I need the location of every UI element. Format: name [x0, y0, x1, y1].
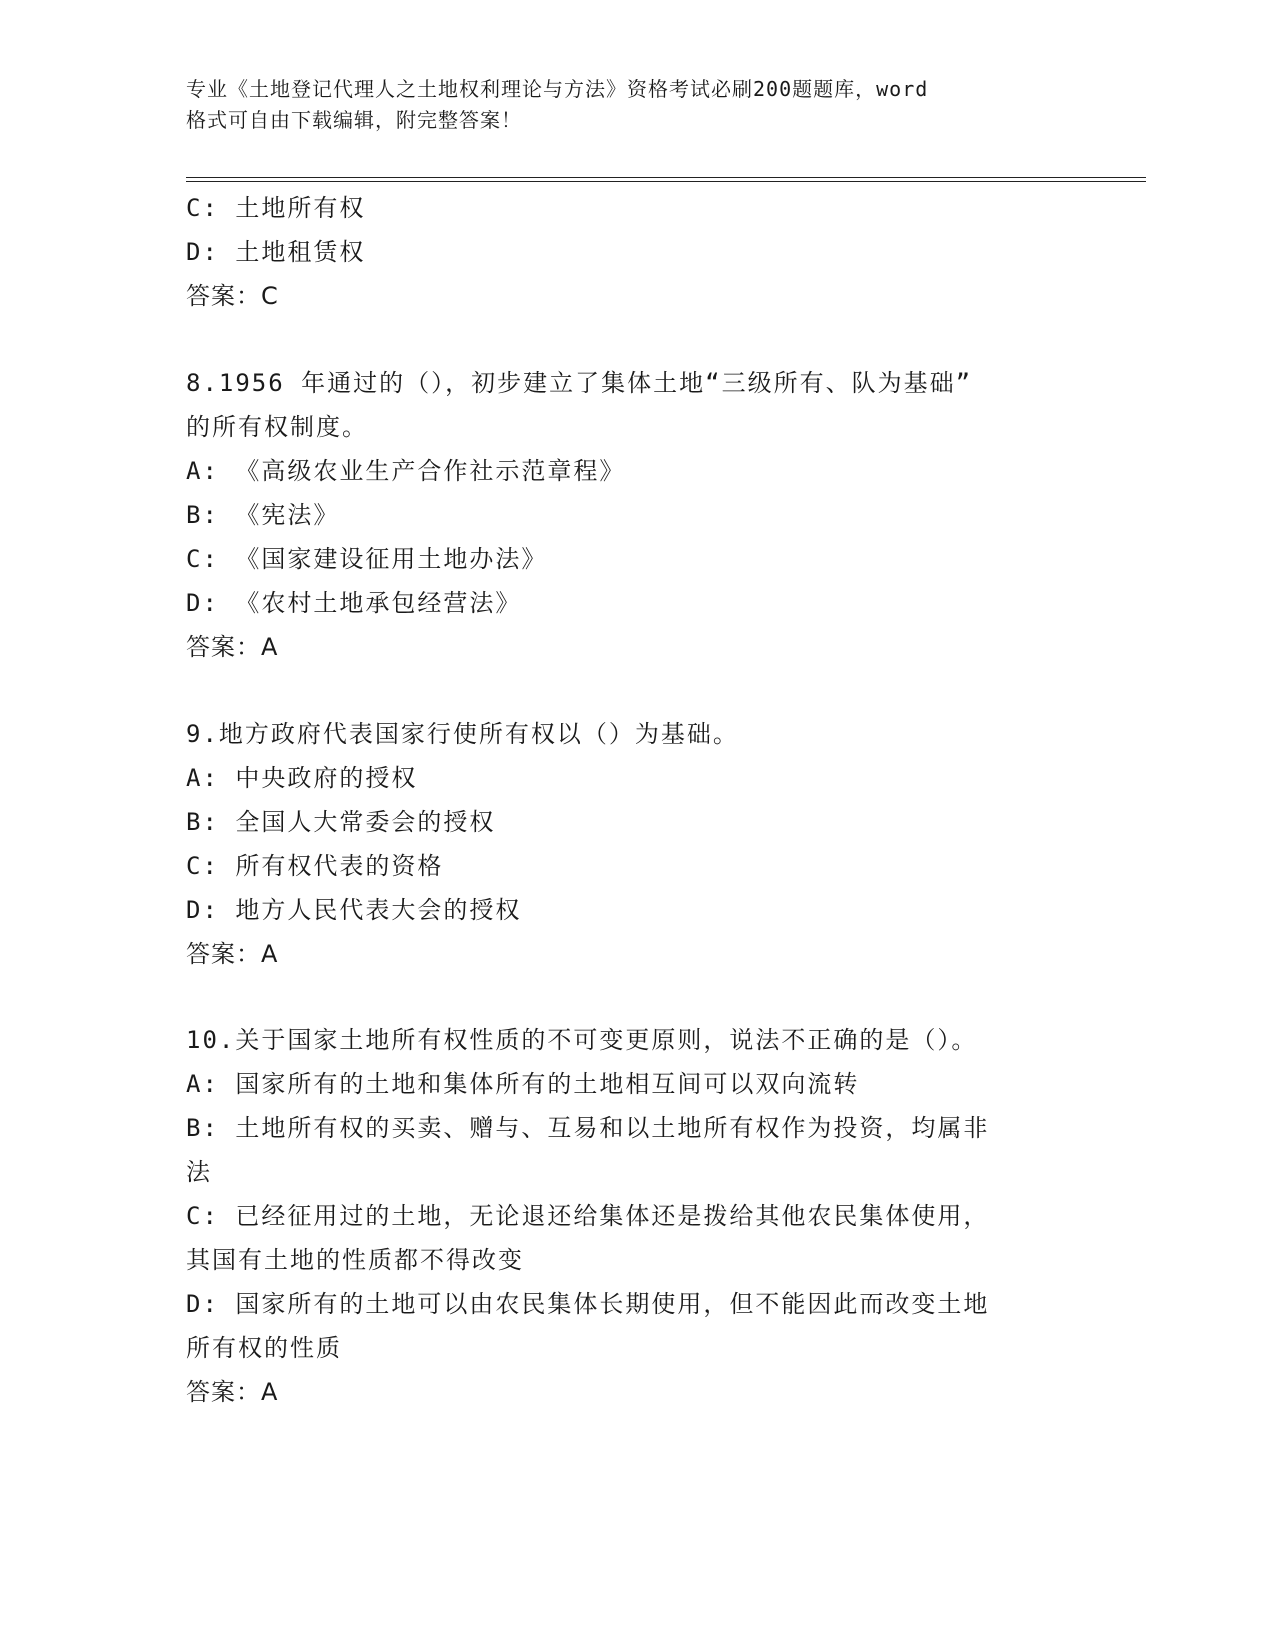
option-c-q7: C: 土地所有权 [186, 194, 366, 222]
question-10: 10.关于国家土地所有权性质的不可变更原则，说法不正确的是（）。 [186, 1026, 978, 1054]
option-c-q8: C: 《国家建设征用土地办法》 [186, 545, 548, 573]
option-b-q9: B: 全国人大常委会的授权 [186, 808, 496, 836]
option-b-q10-line-1: B: 土地所有权的买卖、赠与、互易和以土地所有权作为投资，均属非 [186, 1114, 990, 1142]
option-a-q9: A: 中央政府的授权 [186, 764, 418, 792]
option-d-q10-line-1: D: 国家所有的土地可以由农民集体长期使用，但不能因此而改变土地 [186, 1290, 990, 1318]
option-c-q9: C: 所有权代表的资格 [186, 852, 444, 880]
option-a-q8: A: 《高级农业生产合作社示范章程》 [186, 457, 626, 485]
option-d-q9: D: 地方人民代表大会的授权 [186, 896, 522, 924]
header-line-1: 专业《土地登记代理人之土地权利理论与方法》资格考试必刷200题题库，word [186, 77, 929, 101]
option-a-q10: A: 国家所有的土地和集体所有的土地相互间可以双向流转 [186, 1070, 860, 1098]
option-d-q10-line-2: 所有权的性质 [186, 1334, 342, 1362]
option-d-q7: D: 土地租赁权 [186, 238, 366, 266]
answer-q9: 答案：A [186, 940, 279, 968]
answer-q10: 答案：A [186, 1378, 279, 1406]
header-line-2: 格式可自由下载编辑，附完整答案！ [186, 108, 522, 132]
option-b-q8: B: 《宪法》 [186, 501, 340, 529]
question-8-line-1: 8.1956 年通过的（），初步建立了集体土地“三级所有、队为基础” [186, 369, 973, 397]
option-b-q10-line-2: 法 [186, 1158, 212, 1186]
answer-q8: 答案：A [186, 633, 279, 661]
question-8-line-2: 的所有权制度。 [186, 413, 368, 441]
option-d-q8: D: 《农村土地承包经营法》 [186, 589, 522, 617]
answer-q7: 答案：C [186, 282, 279, 310]
header-rule-bottom [186, 181, 1146, 182]
header-rule-top [186, 177, 1146, 178]
question-9: 9.地方政府代表国家行使所有权以（）为基础。 [186, 720, 739, 748]
option-c-q10-line-1: C: 已经征用过的土地，无论退还给集体还是拨给其他农民集体使用， [186, 1202, 990, 1230]
option-c-q10-line-2: 其国有土地的性质都不得改变 [186, 1246, 524, 1274]
page-header [186, 74, 1066, 136]
